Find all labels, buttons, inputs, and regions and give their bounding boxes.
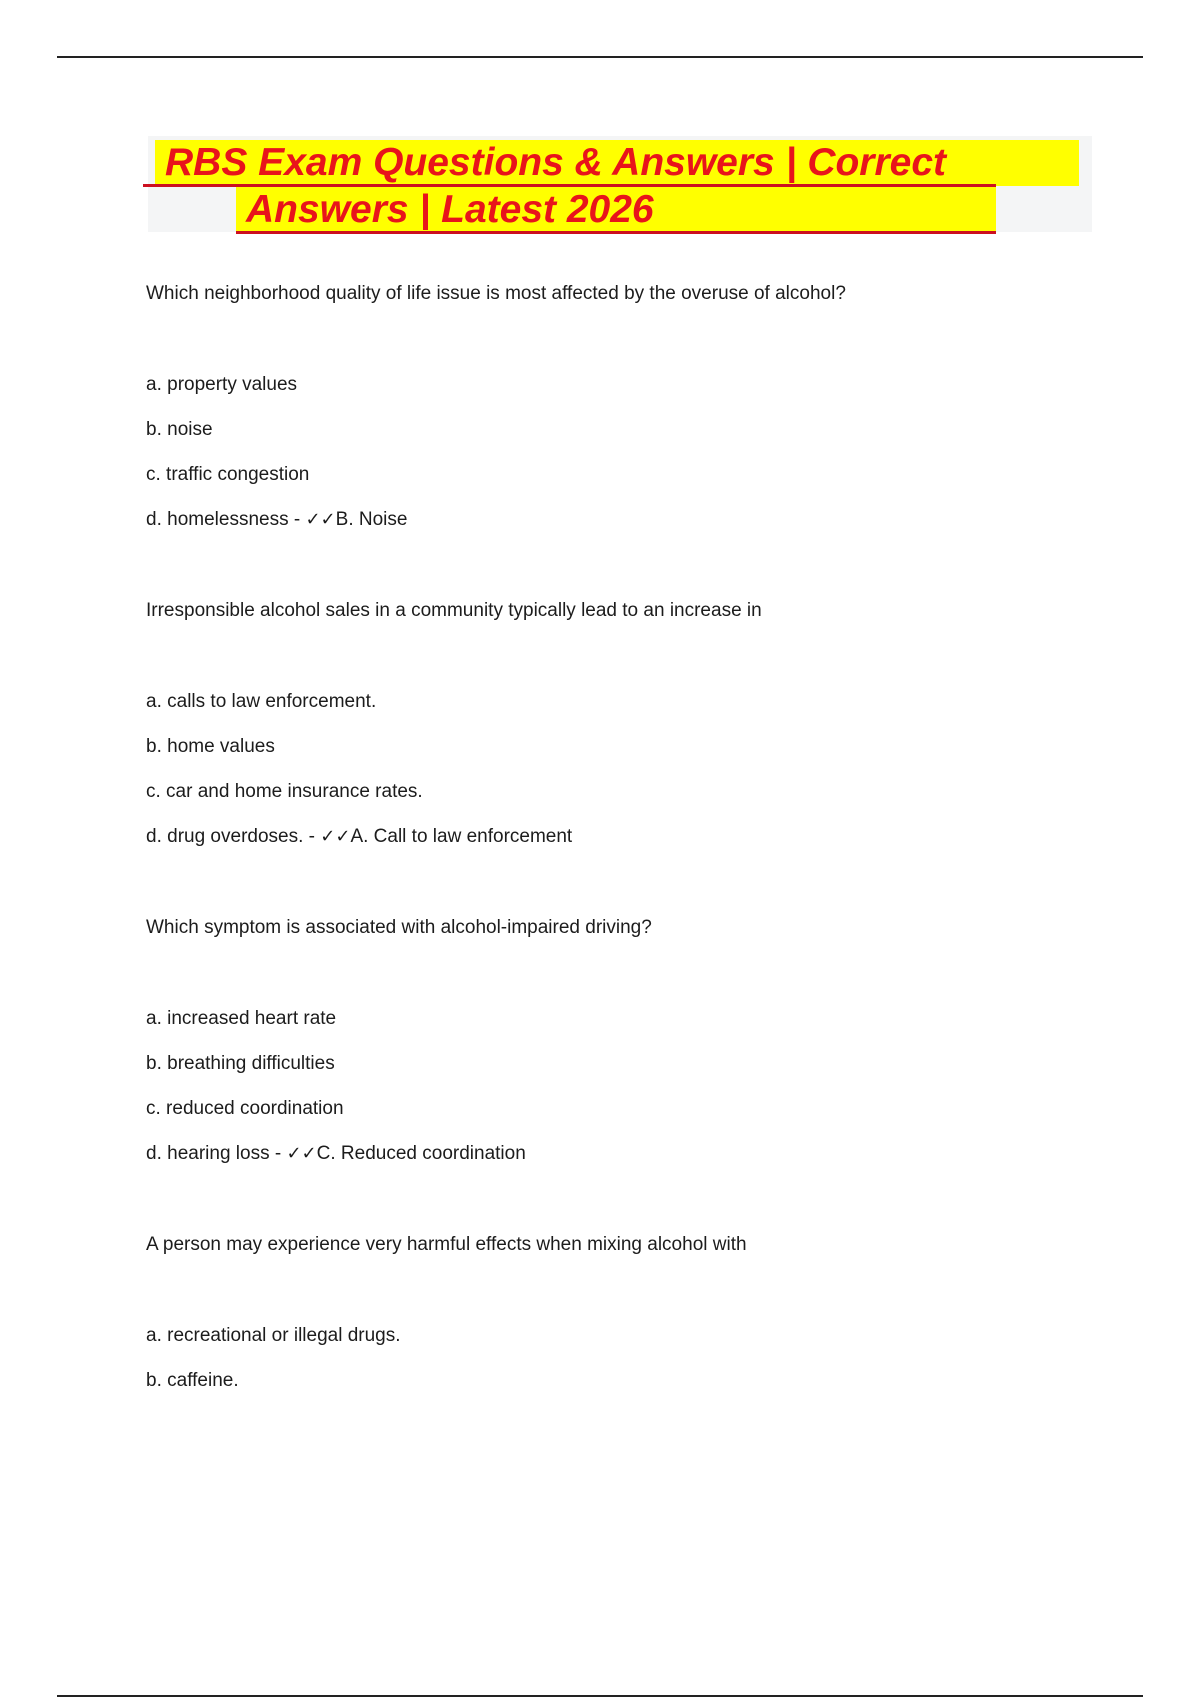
question-text: Which symptom is associated with alcohol-impaired driving? bbox=[146, 917, 652, 938]
question-text: A person may experience very harmful effects when mixing alcohol with bbox=[146, 1234, 747, 1255]
option-a: a. property values bbox=[146, 374, 298, 395]
question-text: Which neighborhood quality of life issue is most affected by the overuse of alcohol? bbox=[146, 283, 846, 304]
option-c: c. car and home insurance rates. bbox=[146, 781, 423, 802]
option-a: a. calls to law enforcement. bbox=[146, 691, 377, 712]
top-rule bbox=[57, 56, 1143, 58]
option-d: d. hearing loss - bbox=[146, 1143, 282, 1164]
double-check-icon: ✓✓ bbox=[286, 1143, 317, 1164]
question-block-4 bbox=[146, 1233, 1096, 1393]
answer-text: C. Reduced coordination bbox=[316, 1143, 526, 1164]
document-content bbox=[146, 282, 1096, 1414]
option-d-with-answer bbox=[146, 825, 1096, 849]
question-block-3 bbox=[146, 916, 1096, 1166]
option-d-with-answer bbox=[146, 508, 1096, 532]
document-title-line-1: RBS Exam Questions & Answers | Correct bbox=[155, 140, 1079, 186]
document-title-line-2: Answers | Latest 2026 bbox=[236, 187, 996, 233]
title-underline-2 bbox=[236, 231, 996, 234]
double-check-icon: ✓✓ bbox=[320, 826, 351, 847]
option-b: b. noise bbox=[146, 419, 213, 440]
option-b: b. caffeine. bbox=[146, 1370, 239, 1391]
option-b: b. home values bbox=[146, 736, 275, 757]
option-c: c. traffic congestion bbox=[146, 464, 310, 485]
option-a: a. recreational or illegal drugs. bbox=[146, 1325, 401, 1346]
answer-text: A. Call to law enforcement bbox=[350, 826, 573, 847]
answer-text: B. Noise bbox=[335, 509, 408, 530]
option-d: d. drug overdoses. - bbox=[146, 826, 315, 847]
option-c: c. reduced coordination bbox=[146, 1098, 344, 1119]
option-d: d. homelessness - bbox=[146, 509, 301, 530]
question-block-2 bbox=[146, 599, 1096, 849]
question-text: Irresponsible alcohol sales in a community typically lead to an increase in bbox=[146, 600, 762, 621]
bottom-rule bbox=[57, 1695, 1143, 1697]
option-a: a. increased heart rate bbox=[146, 1008, 337, 1029]
option-b: b. breathing difficulties bbox=[146, 1053, 335, 1074]
question-block-1 bbox=[146, 282, 1096, 532]
option-d-with-answer bbox=[146, 1142, 1096, 1166]
double-check-icon: ✓✓ bbox=[305, 509, 336, 530]
